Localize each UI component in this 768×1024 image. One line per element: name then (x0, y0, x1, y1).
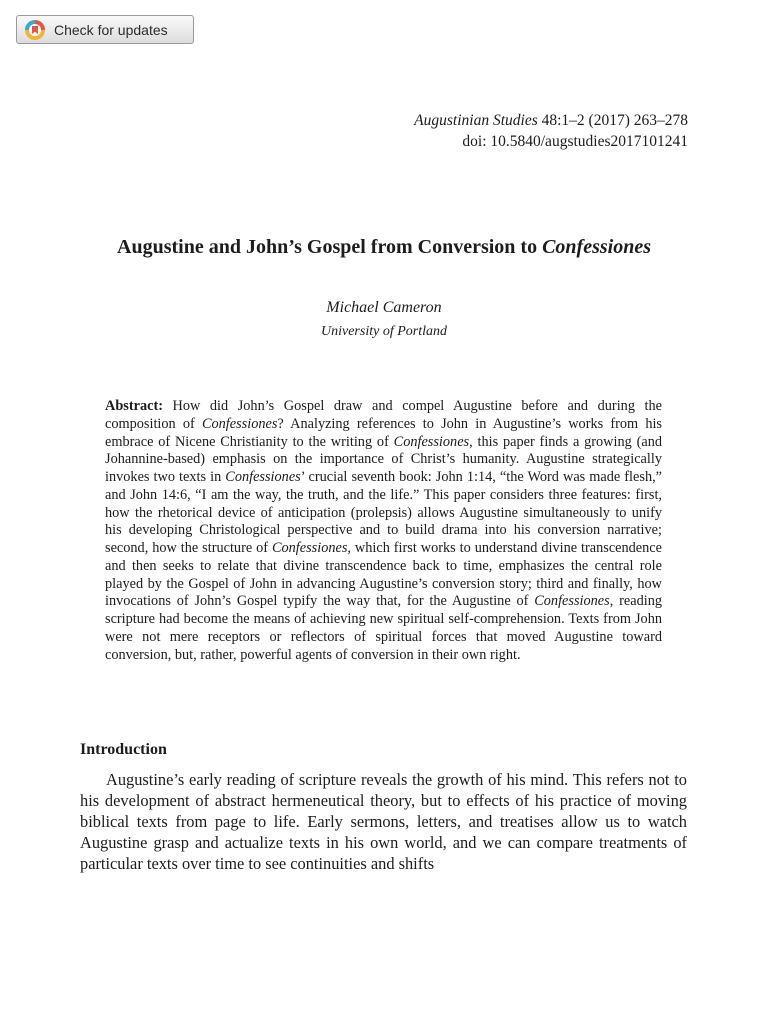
abstract-text: ? Analyzing references to John in Augustine’s works from his embrace of Nicene Christianity to the writing of (105, 415, 662, 450)
title-italic: Confessiones (542, 236, 651, 258)
journal-citation (414, 110, 688, 152)
abstract-italic: Confessiones (534, 593, 610, 610)
abstract-text: , which first works to understand divine transcendence and then seeks to relate that divine transcendence back to time, emphasizes the central role played by the Gospel of John in advancing Augustine’s conversion story; third and finally, how invocations of John’s Gospel typify the way that, for the Augustine of (105, 540, 662, 610)
abstract-text: , this paper finds a growing (and Johannine-based) emphasis on the importance of Christ’s humanity. Augustine strategically invokes two texts in (105, 433, 662, 485)
check-for-updates-label: Check for updates (54, 21, 168, 38)
section-heading: Introduction (80, 741, 167, 758)
abstract-italic: Confessiones (225, 469, 301, 485)
journal-details: 48:1–2 (2017) 263–278 (537, 112, 688, 129)
crossmark-icon (24, 19, 46, 41)
abstract-text: , reading scripture had become the means of achieving new spiritual self-comprehension. Texts from John were not mere receptors or reflectors of spiritual forces that moved Augustine toward conversion, but, rather, powerful agents of conversion in their own right. (105, 593, 662, 663)
abstract-text: How did John’s Gospel draw and compel Augustine before and during the composition of (105, 398, 662, 432)
abstract-italic: Confessiones (393, 433, 470, 450)
check-for-updates-button[interactable] (16, 15, 194, 44)
author-affiliation: University of Portland (321, 324, 447, 339)
introduction-paragraph: Augustine’s early reading of scripture reveals the growth of his mind. This refers not to his development of abstract hermeneutical theory, but to effects of his practice of moving biblical texts from page to life. Early sermons, letters, and treatises allow us to watch Augustine grasp and actualize texts in his own world, and we can compare treatments of particular texts over time to see continuities and shifts (80, 770, 687, 873)
abstract-text: ’ crucial seventh book: John 1:14, “the Word was made flesh,” and John 14:6, “I am the way, the truth, and the life.” This paper considers three features: first, how the rhetorical device of anticipation (prolepsis) allows Augustine simultaneously to unify his developing Christological perspective and to build drama into his conversion narrative; second, how the structure of (105, 469, 663, 556)
journal-doi: doi: 10.5840/augstudies2017101241 (462, 133, 688, 150)
author-name: Michael Cameron (326, 299, 442, 316)
journal-name: Augustinian Studies (414, 112, 538, 129)
abstract (105, 398, 662, 664)
abstract-label: Abstract: (105, 398, 163, 414)
abstract-italic: Confessiones (201, 415, 278, 432)
abstract-italic: Confessiones (271, 540, 348, 556)
title-main: Augustine and John’s Gospel from Conversion to (117, 236, 543, 258)
article-title (80, 236, 688, 259)
